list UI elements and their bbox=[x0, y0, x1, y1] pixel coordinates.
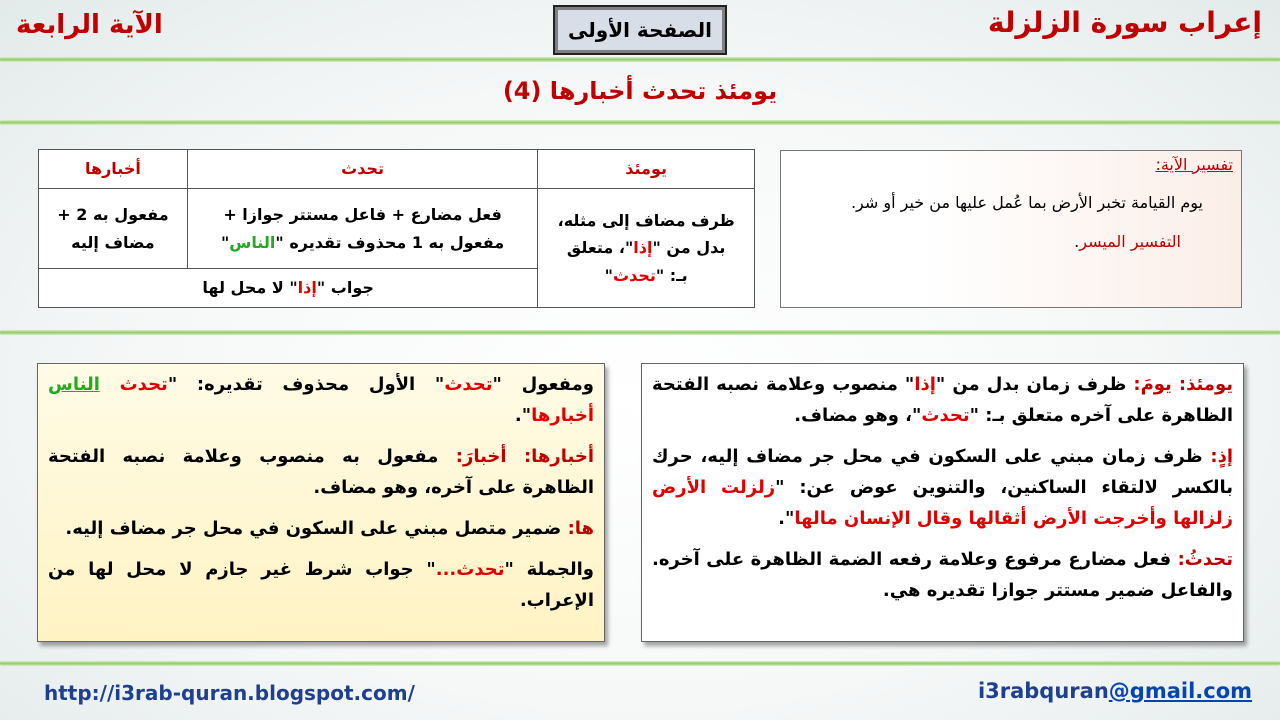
blog-link[interactable]: http://i3rab-quran.blogspot.com/ bbox=[44, 681, 415, 705]
irab-object-1: ومفعول "تحدث" الأول محذوف تقديره: "تحدث الناس أخبارها". bbox=[48, 374, 594, 426]
cell-jawab: جواب "إذا" لا محل لها bbox=[39, 269, 538, 308]
irab-yawma: يومئذ: يومَ: ظرف زمان بدل من "إذا" منصوب وعلامة نصبه الفتحة الظاهرة على آخره متعلق بـ: "تحدث"، وهو مضاف. bbox=[652, 374, 1233, 426]
tafsir-source: التفسير الميسر. bbox=[1074, 232, 1181, 252]
verse-text: يومئذ تحدث أخبارها (4) bbox=[502, 77, 778, 105]
irab-jumla: والجملة "تحدث..." جواب شرط غير جازم لا محل لها من الإعراب. bbox=[48, 558, 594, 611]
divider-bottom bbox=[0, 661, 1280, 666]
divider-middle bbox=[0, 330, 1280, 335]
header-yawmaidhin: يومئذ bbox=[538, 150, 755, 189]
surah-title: إعراب سورة الزلزلة bbox=[987, 6, 1262, 39]
page-label-box bbox=[553, 5, 727, 55]
irab-box-right bbox=[641, 363, 1244, 642]
divider-verse bbox=[0, 120, 1280, 125]
tafsir-heading: تفسير الآية: bbox=[1155, 155, 1233, 174]
irab-tuhaddithu: تحدثُ: فعل مضارع مرفوع وعلامة رفعه الضمة الظاهرة على آخره. والفاعل ضمير مستتر جوازا تقديره هي. bbox=[652, 548, 1233, 601]
header-tuhaddithu: تحدث bbox=[187, 150, 537, 189]
email-link[interactable]: i3rabquran@gmail.com bbox=[977, 679, 1252, 703]
page-label: الصفحة الأولى bbox=[558, 10, 722, 50]
irab-box-left bbox=[37, 363, 605, 642]
cell-yawmaidhin: ظرف مضاف إلى مثله، بدل من "إذا"، متعلق بـ: "تحدث" bbox=[538, 189, 755, 308]
tafsir-box bbox=[780, 150, 1242, 308]
analysis-table bbox=[38, 149, 755, 308]
header-akhbaraha: أخبارها bbox=[39, 150, 188, 189]
irab-idh: إذٍ: ظرف زمان مبني على السكون في محل جر مضاف إليه، حرك بالكسر لالتقاء الساكنين، والتنوين عوض عن: "زلزلت الأرض زلزالها وأخرجت الأرض أثقالها وقال الإنسان مالها". bbox=[652, 445, 1233, 529]
irab-ha: ها: ضمير متصل مبني على السكون في محل جر مضاف إليه. bbox=[65, 517, 594, 539]
table-row bbox=[39, 189, 755, 269]
tafsir-text: يوم القيامة تخبر الأرض بما عُمل عليها من خير أو شر. bbox=[850, 193, 1203, 212]
table-header-row bbox=[39, 150, 755, 189]
verse-number-title: الآية الرابعة bbox=[16, 10, 163, 40]
irab-akhbar: أخبارها: أخبارَ: مفعول به منصوب وعلامة نصبه الفتحة الظاهرة على آخره، وهو مضاف. bbox=[48, 445, 594, 498]
cell-tuhaddithu: فعل مضارع + فاعل مستتر جوازا + مفعول به 1 محذوف تقديره "الناس" bbox=[187, 189, 537, 269]
divider-top bbox=[0, 57, 1280, 62]
cell-akhbaraha: مفعول به 2 + مضاف إليه bbox=[39, 189, 188, 269]
